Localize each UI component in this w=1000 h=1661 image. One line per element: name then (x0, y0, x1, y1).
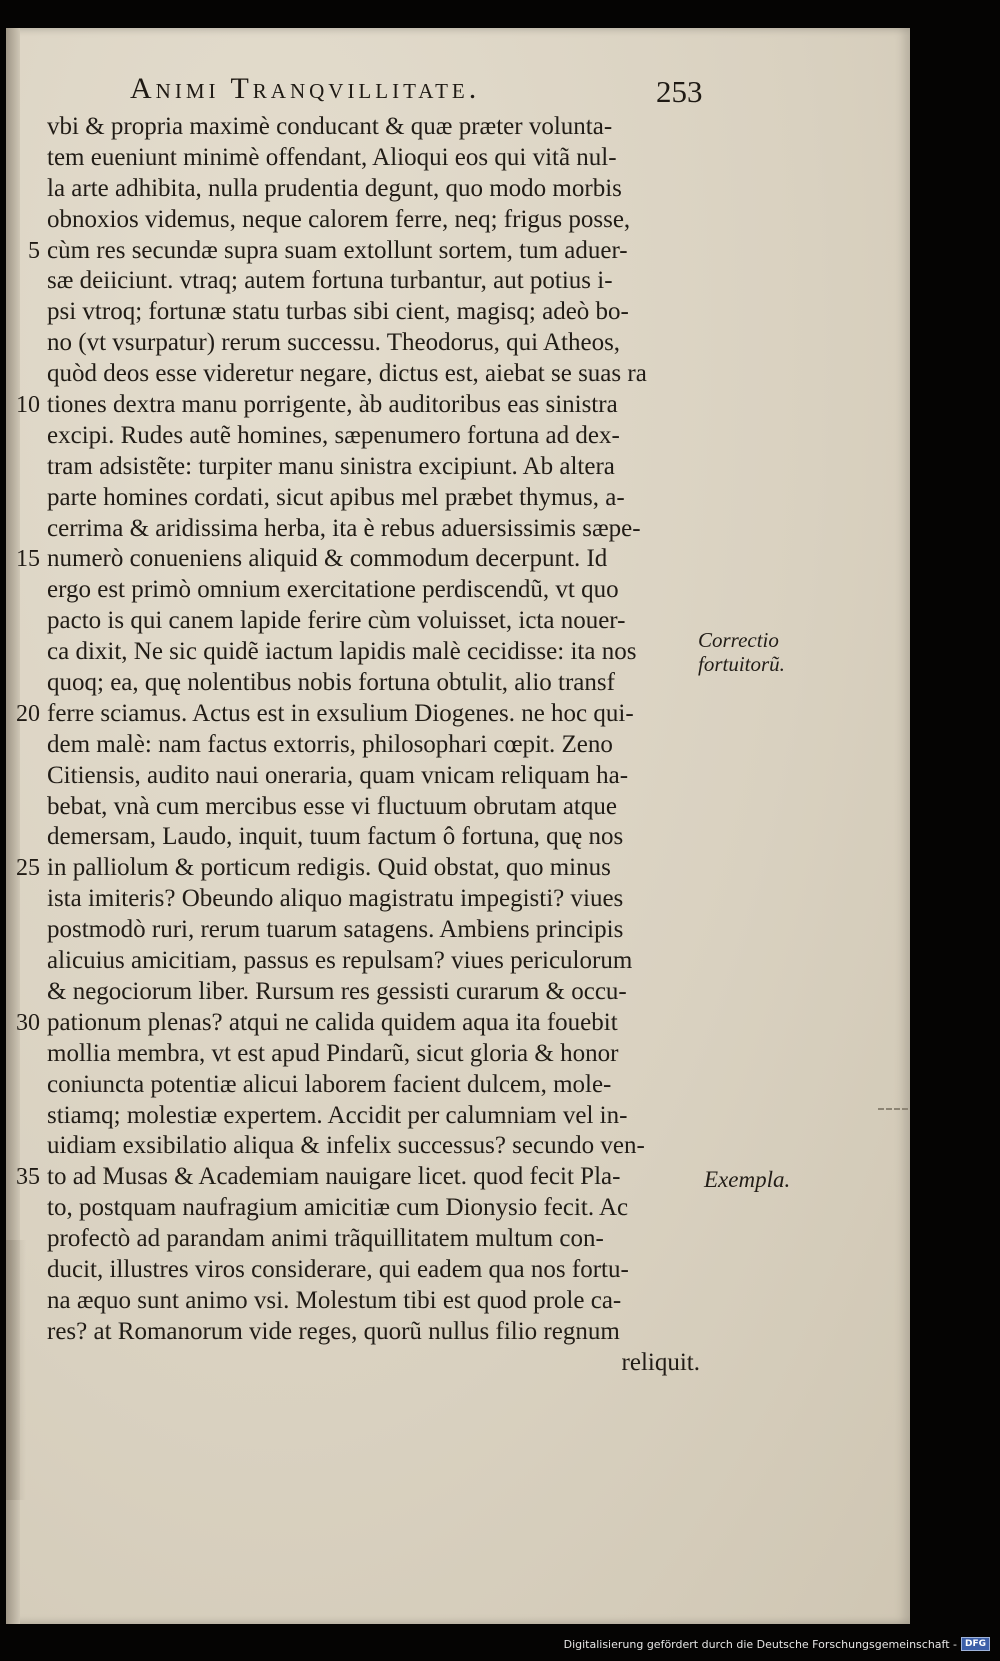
line-text: ista imiteris? Obeundo aliquo magistratu impegisti? viues (47, 885, 624, 913)
text-line (40, 637, 700, 668)
line-text: no (vt vsurpatur) rerum successu. Theodorus, qui Atheos, (47, 329, 621, 357)
text-line (28, 236, 700, 267)
line-text: ergo est primò omnium exercitatione perdiscendũ, vt quo (47, 576, 619, 604)
text-line (40, 174, 700, 205)
digitization-credit (564, 1637, 990, 1651)
text-line (40, 977, 700, 1008)
line-text: bebat, vnà cum mercibus esse vi fluctuum obrutam atque (47, 792, 617, 820)
line-text: postmodò ruri, rerum tuarum satagens. Ambiens principis (47, 916, 624, 944)
text-line (40, 915, 700, 946)
text-line (16, 390, 700, 421)
line-text: in palliolum & porticum redigis. Quid obstat, quo minus (47, 854, 611, 882)
text-line (40, 143, 700, 174)
line-text: stiamq; molestiæ expertem. Accidit per calumniam vel in- (47, 1101, 628, 1129)
line-text: ducit, illustres viros considerare, qui eadem qua nos fortu- (47, 1255, 629, 1283)
text-line (40, 1348, 700, 1379)
line-text: to, postquam naufragium amicitiæ cum Dionysio fecit. Ac (47, 1194, 629, 1222)
line-text: & negociorum liber. Rursum res gessisti curarum & occu- (47, 977, 627, 1005)
running-head: Animi Tranqvillitate. (130, 72, 481, 105)
text-line (40, 761, 700, 792)
text-line (40, 668, 700, 699)
text-line (40, 359, 700, 390)
line-text: excipi. Rudes autẽ homines, sæpenumero fortuna ad dex- (47, 421, 620, 449)
line-text: uidiam exsibilatio aliqua & infelix successus? secundo ven- (47, 1132, 645, 1160)
body-text (16, 112, 700, 1379)
text-line (40, 1070, 700, 1101)
text-line (40, 1039, 700, 1070)
margin-dash-marks (878, 1108, 908, 1112)
text-line (40, 946, 700, 977)
text-line (40, 575, 700, 606)
text-line (40, 205, 700, 236)
text-line (40, 266, 700, 297)
text-line (40, 884, 700, 915)
text-line (40, 452, 700, 483)
dfg-logo: DFG (961, 1637, 990, 1651)
line-text: sæ deiiciunt. vtraq; autem fortuna turbantur, aut potius i- (47, 267, 613, 295)
text-line (40, 297, 700, 328)
line-text: demersam, Laudo, inquit, tuum factum ô fortuna, quę nos (47, 823, 624, 851)
text-line (16, 853, 700, 884)
line-text: Citiensis, audito naui oneraria, quam vnicam reliquam ha- (47, 761, 629, 789)
line-text: na æquo sunt animo vsi. Molestum tibi est quod prole ca- (47, 1286, 622, 1314)
line-text: coniuncta potentiæ alicui laborem facient dulcem, mole- (47, 1070, 612, 1098)
line-number: 10 (16, 392, 40, 419)
line-text: quòd deos esse videretur negare, dictus est, aiebat se suas ra (47, 360, 647, 388)
text-line (40, 421, 700, 452)
line-text: pationum plenas? atqui ne calida quidem aqua ita fouebit (47, 1008, 618, 1036)
text-line (40, 1255, 700, 1286)
text-line (40, 483, 700, 514)
line-text: ferre sciamus. Actus est in exsulium Diogenes. ne hoc qui- (47, 699, 634, 727)
page-stain (6, 1240, 26, 1500)
text-line (40, 514, 700, 545)
line-text: cùm res secundæ supra suam extollunt sortem, tum aduer- (47, 236, 628, 264)
line-text: ca dixit, Ne sic quidẽ iactum lapidis malè cecidisse: ita nos (47, 638, 637, 666)
text-line (40, 1286, 700, 1317)
marginal-note-correctio (698, 628, 785, 676)
line-text: numerò conueniens aliquid & commodum decerpunt. Id (47, 545, 608, 573)
line-text: profectò ad parandam animi trãquillitatem multum con- (47, 1225, 604, 1253)
text-line (16, 1162, 700, 1193)
line-text: vbi & propria maximè conducant & quæ præter volunta- (47, 113, 613, 140)
text-line (16, 1008, 700, 1039)
line-number: 20 (16, 700, 40, 727)
text-line (40, 112, 700, 143)
line-number: 15 (16, 546, 40, 573)
line-number: 30 (16, 1009, 40, 1036)
line-text: mollia membra, vt est apud Pindarũ, sicut gloria & honor (47, 1039, 619, 1067)
text-line (40, 1224, 700, 1255)
page-number: 253 (656, 74, 703, 109)
line-text: dem malè: nam factus extorris, philosophari cœpit. Zeno (47, 730, 613, 758)
line-text: alicuius amicitiam, passus es repulsam? viues periculorum (47, 947, 633, 975)
text-line (16, 699, 700, 730)
text-line (40, 1317, 700, 1348)
line-number: 35 (16, 1164, 40, 1191)
text-line (40, 606, 700, 637)
text-line (40, 822, 700, 853)
line-text: psi vtroq; fortunæ statu turbas sibi cient, magisq; adeò bo- (47, 298, 629, 326)
line-number: 25 (16, 855, 40, 882)
line-text: tem eueniunt minimè offendant, Alioqui eos qui vitã nul- (47, 143, 617, 171)
text-line (40, 792, 700, 823)
line-number: 5 (28, 237, 40, 264)
line-text: quoq; ea, quę nolentibus nobis fortuna obtulit, alio transf (47, 669, 615, 697)
text-line (40, 1101, 700, 1132)
line-text: to ad Musas & Academiam nauigare licet. quod fecit Pla- (47, 1163, 621, 1191)
line-text: la arte adhibita, nulla prudentia degunt, quo modo morbis (47, 174, 622, 202)
text-line (40, 328, 700, 359)
line-text: tram adsistẽte: turpiter manu sinistra excipiunt. Ab altera (47, 452, 615, 480)
marginal-note-line: fortuitorũ. (698, 652, 785, 676)
line-text: cerrima & aridissima herba, ita è rebus aduersissimis sæpe- (47, 514, 641, 542)
line-text: parte homines cordati, sicut apibus mel præbet thymus, a- (47, 483, 625, 511)
text-line (40, 730, 700, 761)
credit-text: Digitalisierung gefördert durch die Deutsche Forschungsgemeinschaft - (563, 1637, 957, 1651)
line-text: pacto is qui canem lapide ferire cùm voluisset, icta nouer- (47, 607, 626, 635)
marginal-note-line: Correctio (698, 628, 779, 652)
text-line (40, 1131, 700, 1162)
marginal-note-exempla: Exempla. (704, 1167, 791, 1192)
text-line (16, 544, 700, 575)
line-text: tiones dextra manu porrigente, àb auditoribus eas sinistra (47, 391, 618, 419)
text-line (40, 1193, 700, 1224)
line-text: obnoxios videmus, neque calorem ferre, neq; frigus posse, (47, 205, 631, 233)
line-text: res? at Romanorum vide reges, quorũ nullus filio regnum (47, 1317, 620, 1345)
line-text: reliquit. (621, 1348, 700, 1376)
